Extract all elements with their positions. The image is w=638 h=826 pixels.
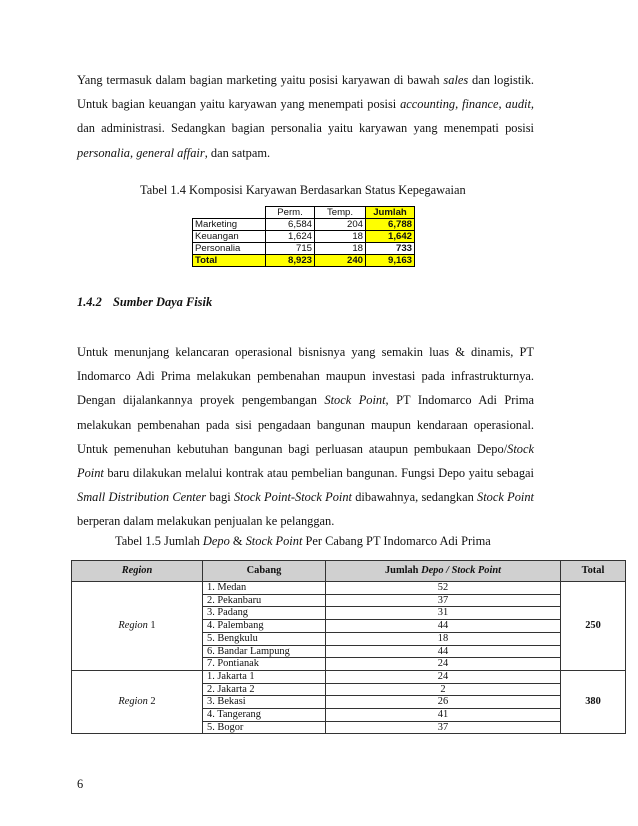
branch-count: 52	[326, 582, 561, 595]
branch-name: 7. Pontianak	[203, 658, 326, 671]
table-row	[193, 231, 415, 243]
header-temp: Temp.	[315, 207, 366, 219]
text: , dan satpam.	[204, 145, 271, 160]
paragraph-physical-resources	[77, 340, 534, 534]
text: 2	[147, 696, 156, 708]
text-italic: Region	[118, 620, 148, 632]
cell-total: 1,642	[366, 231, 415, 243]
table-row	[193, 219, 415, 231]
text: baru dilakukan melalui kontrak atau pembelian bangunan. Fungsi Depo yaitu sebagai	[103, 466, 534, 481]
branch-name: 5. Bengkulu	[203, 632, 326, 645]
branch-count: 2	[326, 683, 561, 696]
table-1-5-caption	[115, 534, 491, 549]
header-perm: Perm.	[266, 207, 315, 219]
text-italic: Depo	[202, 534, 230, 548]
branch-name: 1. Medan	[203, 582, 326, 595]
text: 1	[147, 620, 156, 632]
table-row	[193, 243, 415, 255]
text: &	[229, 534, 246, 548]
cell-temp: 18	[315, 231, 366, 243]
text: bagi	[206, 490, 234, 505]
header-jumlah	[326, 561, 561, 582]
text-italic: Stock Point-Stock Point	[233, 490, 352, 505]
text-italic: Region	[118, 696, 148, 708]
text-italic: Small Distribution Center	[77, 490, 207, 505]
branch-count: 41	[326, 709, 561, 722]
region-total: 380	[561, 670, 626, 734]
header-cabang: Cabang	[203, 561, 326, 582]
text: dan logistik. Untuk bagian keuangan yaitu karyawan yang menempati posisi	[77, 73, 534, 112]
branch-name: 4. Tangerang	[203, 709, 326, 722]
text-italic: personalia, general affair	[77, 145, 205, 160]
branch-name: 5. Bogor	[203, 721, 326, 734]
branch-name: 6. Bandar Lampung	[203, 645, 326, 658]
cell-perm: 6,584	[266, 219, 315, 231]
cell-total: 733	[366, 243, 415, 255]
text-italic: Region	[121, 565, 153, 577]
region-cell	[72, 582, 203, 671]
text-italic: Depo / Stock Point	[421, 565, 502, 577]
branch-name: 3. Padang	[203, 607, 326, 620]
table-row	[72, 670, 626, 683]
section-title: Sumber Daya Fisik	[113, 295, 213, 309]
text: Per Cabang PT Indomarco Adi Prima	[302, 534, 491, 548]
branch-count: 44	[326, 620, 561, 633]
header-jumlah: Jumlah	[366, 207, 415, 219]
cell-temp: 18	[315, 243, 366, 255]
table-header-row	[72, 561, 626, 582]
text: berperan dalam melakukan penjualan ke pelanggan.	[77, 514, 335, 529]
cell-perm: 1,624	[266, 231, 315, 243]
branch-name: 1. Jakarta 1	[203, 670, 326, 683]
cell-perm: 715	[266, 243, 315, 255]
text: Jumlah	[384, 565, 422, 577]
row-label: Personalia	[193, 243, 266, 255]
table-header-row	[193, 207, 415, 219]
branch-count: 24	[326, 658, 561, 671]
table-total-row	[193, 255, 415, 267]
text: dan administrasi. Sedangkan bagian personalia yaitu karyawan yang menempati posisi	[77, 121, 534, 136]
text: Yang termasuk dalam bagian marketing yaitu posisi karyawan di bawah	[77, 73, 444, 87]
cell-total: 9,163	[366, 255, 415, 267]
header-total: Total	[561, 561, 626, 582]
branch-name: 2. Jakarta 2	[203, 683, 326, 696]
text-italic: sales	[443, 73, 469, 87]
empty-corner	[193, 207, 266, 219]
text: Tabel 1.5 Jumlah	[115, 534, 203, 548]
section-number: 1.4.2	[77, 295, 102, 309]
cell-temp: 240	[315, 255, 366, 267]
row-label: Keuangan	[193, 231, 266, 243]
branch-count: 44	[326, 645, 561, 658]
branch-name: 3. Bekasi	[203, 696, 326, 709]
employee-composition-table	[192, 206, 415, 267]
branch-count: 26	[326, 696, 561, 709]
text-italic: Stock Point	[77, 441, 534, 481]
cell-perm: 8,923	[266, 255, 315, 267]
row-label: Marketing	[193, 219, 266, 231]
depo-stock-point-table	[71, 560, 626, 734]
branch-name: 4. Palembang	[203, 620, 326, 633]
text: Untuk menunjang kelancaran operasional bisnisnya yang semakin luas & dinamis, PT Indomarco Adi Prima melakukan pembenahan maupun investasi pada infrastrukturnya. Dengan dijalankannya proyek pengembangan	[77, 345, 534, 408]
section-heading	[77, 295, 212, 310]
text-italic: Stock Point	[477, 490, 534, 505]
branch-name: 2. Pekanbaru	[203, 594, 326, 607]
branch-count: 37	[326, 721, 561, 734]
branch-count: 31	[326, 607, 561, 620]
text: dibawahnya, sedangkan	[351, 490, 478, 505]
table-row	[72, 582, 626, 595]
row-label: Total	[193, 255, 266, 267]
table-1-4-caption: Tabel 1.4 Komposisi Karyawan Berdasarkan Status Kepegawaian	[140, 183, 466, 197]
cell-total: 6,788	[366, 219, 415, 231]
text-italic: accounting, finance, audit,	[400, 97, 534, 112]
branch-count: 37	[326, 594, 561, 607]
text: , PT Indomarco Adi Prima melakukan pembenahan pada sisi pengadaan bangunan maupun kendaraan operasional. Untuk pemenuhan kebutuhan bangunan bagi perluasan ataupun pembukaan Depo/	[77, 393, 534, 456]
page-number: 6	[77, 777, 84, 791]
paragraph-marketing-composition	[77, 68, 534, 165]
region-cell	[72, 670, 203, 734]
header-region	[72, 561, 203, 582]
text-italic: Stock Point	[324, 393, 386, 408]
branch-count: 18	[326, 632, 561, 645]
text-italic: Stock Point	[245, 534, 303, 548]
branch-count: 24	[326, 670, 561, 683]
region-total: 250	[561, 582, 626, 671]
cell-temp: 204	[315, 219, 366, 231]
